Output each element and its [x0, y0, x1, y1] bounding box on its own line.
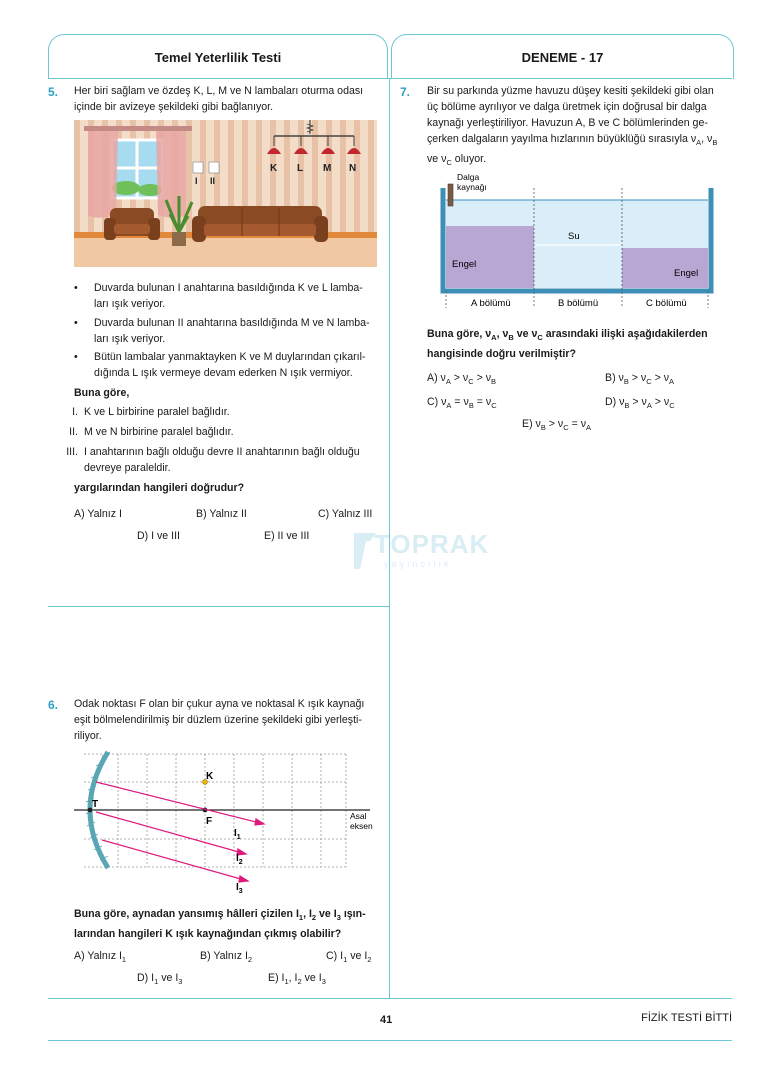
ray-i3-label: $I_3$	[236, 882, 243, 895]
q5-statement-3: III. I anahtarının bağlı olduğu devre II anahtarının bağlı olduğu devreye paraleldir.	[66, 446, 360, 474]
watermark-mark-icon	[354, 533, 376, 569]
focal-point-f-label: F	[206, 816, 213, 827]
q5-lead: Buna göre,	[74, 387, 130, 399]
q5-option-e[interactable]: E) II ve III	[264, 530, 310, 542]
q5-stem	[74, 83, 379, 115]
curtain-left	[88, 128, 118, 218]
end-note: FİZİK TESTİ BİTTİ	[641, 1012, 732, 1024]
floor	[74, 238, 377, 267]
source-label-2: kaynağı	[457, 182, 487, 192]
q7-question: Buna göre, $\nu_A$, $\nu_B$ ve $\nu_C$ arasındaki ilişki aşağıdakilerden hangisinde doğru verilmiştir?	[427, 328, 708, 361]
curtain-right	[156, 128, 186, 218]
wave-source	[448, 184, 453, 206]
q5-option-a[interactable]: A) Yalnız I	[74, 508, 122, 520]
lamp-k-label: K	[270, 163, 278, 174]
barrier-left	[446, 226, 534, 288]
q7-option-d[interactable]: D) $\nu_B > \nu_A > \nu_C$	[605, 396, 675, 411]
q6-mirror-figure	[74, 748, 380, 898]
water-label: Su	[568, 231, 580, 242]
q5-stem-line2: içinde bir avizeye şekildeki gibi bağlanıyor.	[74, 101, 274, 113]
q7-option-b[interactable]: B) $\nu_B > \nu_C > \nu_A$	[605, 372, 675, 387]
page-number: 41	[380, 1014, 393, 1026]
ray-i1-label: $I_1$	[234, 828, 241, 841]
q7-option-c[interactable]: C) $\nu_A = \nu_B = \nu_C$	[427, 396, 497, 411]
watermark-sub: yayıncılık	[384, 559, 452, 569]
footer-rule-top	[48, 998, 732, 999]
q7-option-e[interactable]: E) $\nu_B > \nu_C = \nu_A$	[522, 418, 592, 433]
q7-pool-figure	[440, 170, 720, 315]
ray-i3	[102, 840, 248, 881]
switch-1-label: I	[195, 176, 198, 186]
q5-number: 5.	[48, 85, 59, 99]
ray-i1	[96, 782, 264, 824]
q5-option-b[interactable]: B) Yalnız II	[196, 508, 247, 520]
q6-number: 6.	[48, 698, 59, 712]
q5-bullet-1: • Duvarda bulunan I anahtarına basıldığında K ve L lamba- ları ışık veriyor.	[74, 282, 363, 310]
switch-2-label: II	[210, 176, 216, 186]
q5-statement-1: I. K ve L birbirine paralel bağlıdır.	[72, 406, 230, 418]
q7-option-a[interactable]: A) $\nu_A > \nu_C > \nu_B$	[427, 372, 497, 387]
barrier-right-label: Engel	[674, 268, 699, 279]
header-left-title: Temel Yeterlilik Testi	[154, 49, 282, 65]
section-c-label: C bölümü	[646, 298, 687, 309]
q5-room-figure	[74, 120, 377, 267]
header-right-tab	[391, 34, 734, 79]
q5-question: yargılarından hangileri doğrudur?	[74, 482, 245, 494]
switch-2	[209, 162, 219, 173]
q5-statement-2: II. M ve N birbirine paralel bağlıdır.	[69, 426, 234, 438]
q5-bullet-3: • Bütün lambalar yanmaktayken K ve M duylarından çıkarıl- dığında L ışık vermeye devam ederken N ışık vermiyor.	[74, 351, 366, 379]
watermark	[350, 525, 490, 575]
plant-pot	[172, 232, 186, 246]
q6-option-d[interactable]: D) $I_1$ ve $I_3$	[137, 972, 183, 987]
q5-option-d[interactable]: D) I ve III	[137, 530, 180, 542]
source-label-1: Dalga	[457, 172, 480, 182]
left-section-divider	[48, 606, 389, 607]
ray-i3-arrow-icon	[239, 876, 248, 882]
q5-option-c[interactable]: C) Yalnız III	[318, 508, 373, 520]
axis-label-2: eksen	[350, 821, 373, 831]
q6-question: Buna göre, aynadan yansımış hâlleri çizilen $I_1$, $I_2$ ve $I_3$ ışın- larından hangileri K ışık kaynağından çıkmış olabilir?	[74, 908, 366, 941]
q5-stem-line1: Her biri sağlam ve özdeş K, L, M ve N lambaları oturma odası	[74, 85, 364, 97]
barrier-left-label: Engel	[452, 259, 477, 270]
q6-option-a[interactable]: A) Yalnız $I_1$	[74, 950, 127, 965]
footer-rule-bottom	[48, 1040, 732, 1041]
q6-option-e[interactable]: E) $I_1$, $I_2$ ve $I_3$	[268, 972, 326, 987]
lamp-n-label: N	[349, 163, 357, 174]
header-left-tab	[48, 34, 388, 79]
q7-number: 7.	[400, 85, 411, 99]
point-t-label: T	[92, 799, 99, 810]
source-k-label: K	[206, 771, 214, 782]
q5-bullet-2: • Duvarda bulunan II anahtarına basıldığında M ve N lamba- ları ışık veriyor.	[74, 317, 370, 345]
bullet-dot-icon: •	[74, 282, 78, 294]
header-right-title: DENEME - 17	[521, 49, 604, 65]
q6-option-c[interactable]: C) $I_1$ ve $I_2$	[326, 950, 372, 965]
axis-label-1: Asal	[350, 811, 367, 821]
q6-stem: Odak noktası F olan bir çukur ayna ve noktasal K ışık kaynağı eşit bölmelendirilmiş bir düzlem üzerine şekildeki gibi yerleşti- riliyor.	[74, 698, 365, 742]
lamp-m-label: M	[323, 163, 332, 174]
curtain-rod	[84, 126, 192, 131]
switch-1	[193, 162, 203, 173]
q7-stem: Bir su parkında yüzme havuzu düşey kesiti şekildeki gibi olan üç bölüme ayrılıyor ve dalga üretmek için doğrusal bir dalga kaynağı yerleştiriliyor. Havuzun A, B ve C bölümlerinden ge- çerken dalgaların yayılma hızlarının büyüklüğü sırasıyla $\nu_A$, $\nu_B$ ve $\nu_C$ oluyor.	[427, 85, 718, 168]
ray-i2	[96, 812, 246, 854]
ray-i2-label: $I_2$	[236, 853, 243, 866]
bullet-dot-icon: •	[74, 351, 78, 363]
watermark-brand: TOPRAK	[374, 529, 490, 559]
lamp-l-label: L	[297, 163, 304, 174]
section-b-label: B bölümü	[558, 298, 599, 309]
section-a-label: A bölümü	[471, 298, 511, 309]
q6-option-b[interactable]: B) Yalnız $I_2$	[200, 950, 253, 965]
bullet-dot-icon: •	[74, 317, 78, 329]
